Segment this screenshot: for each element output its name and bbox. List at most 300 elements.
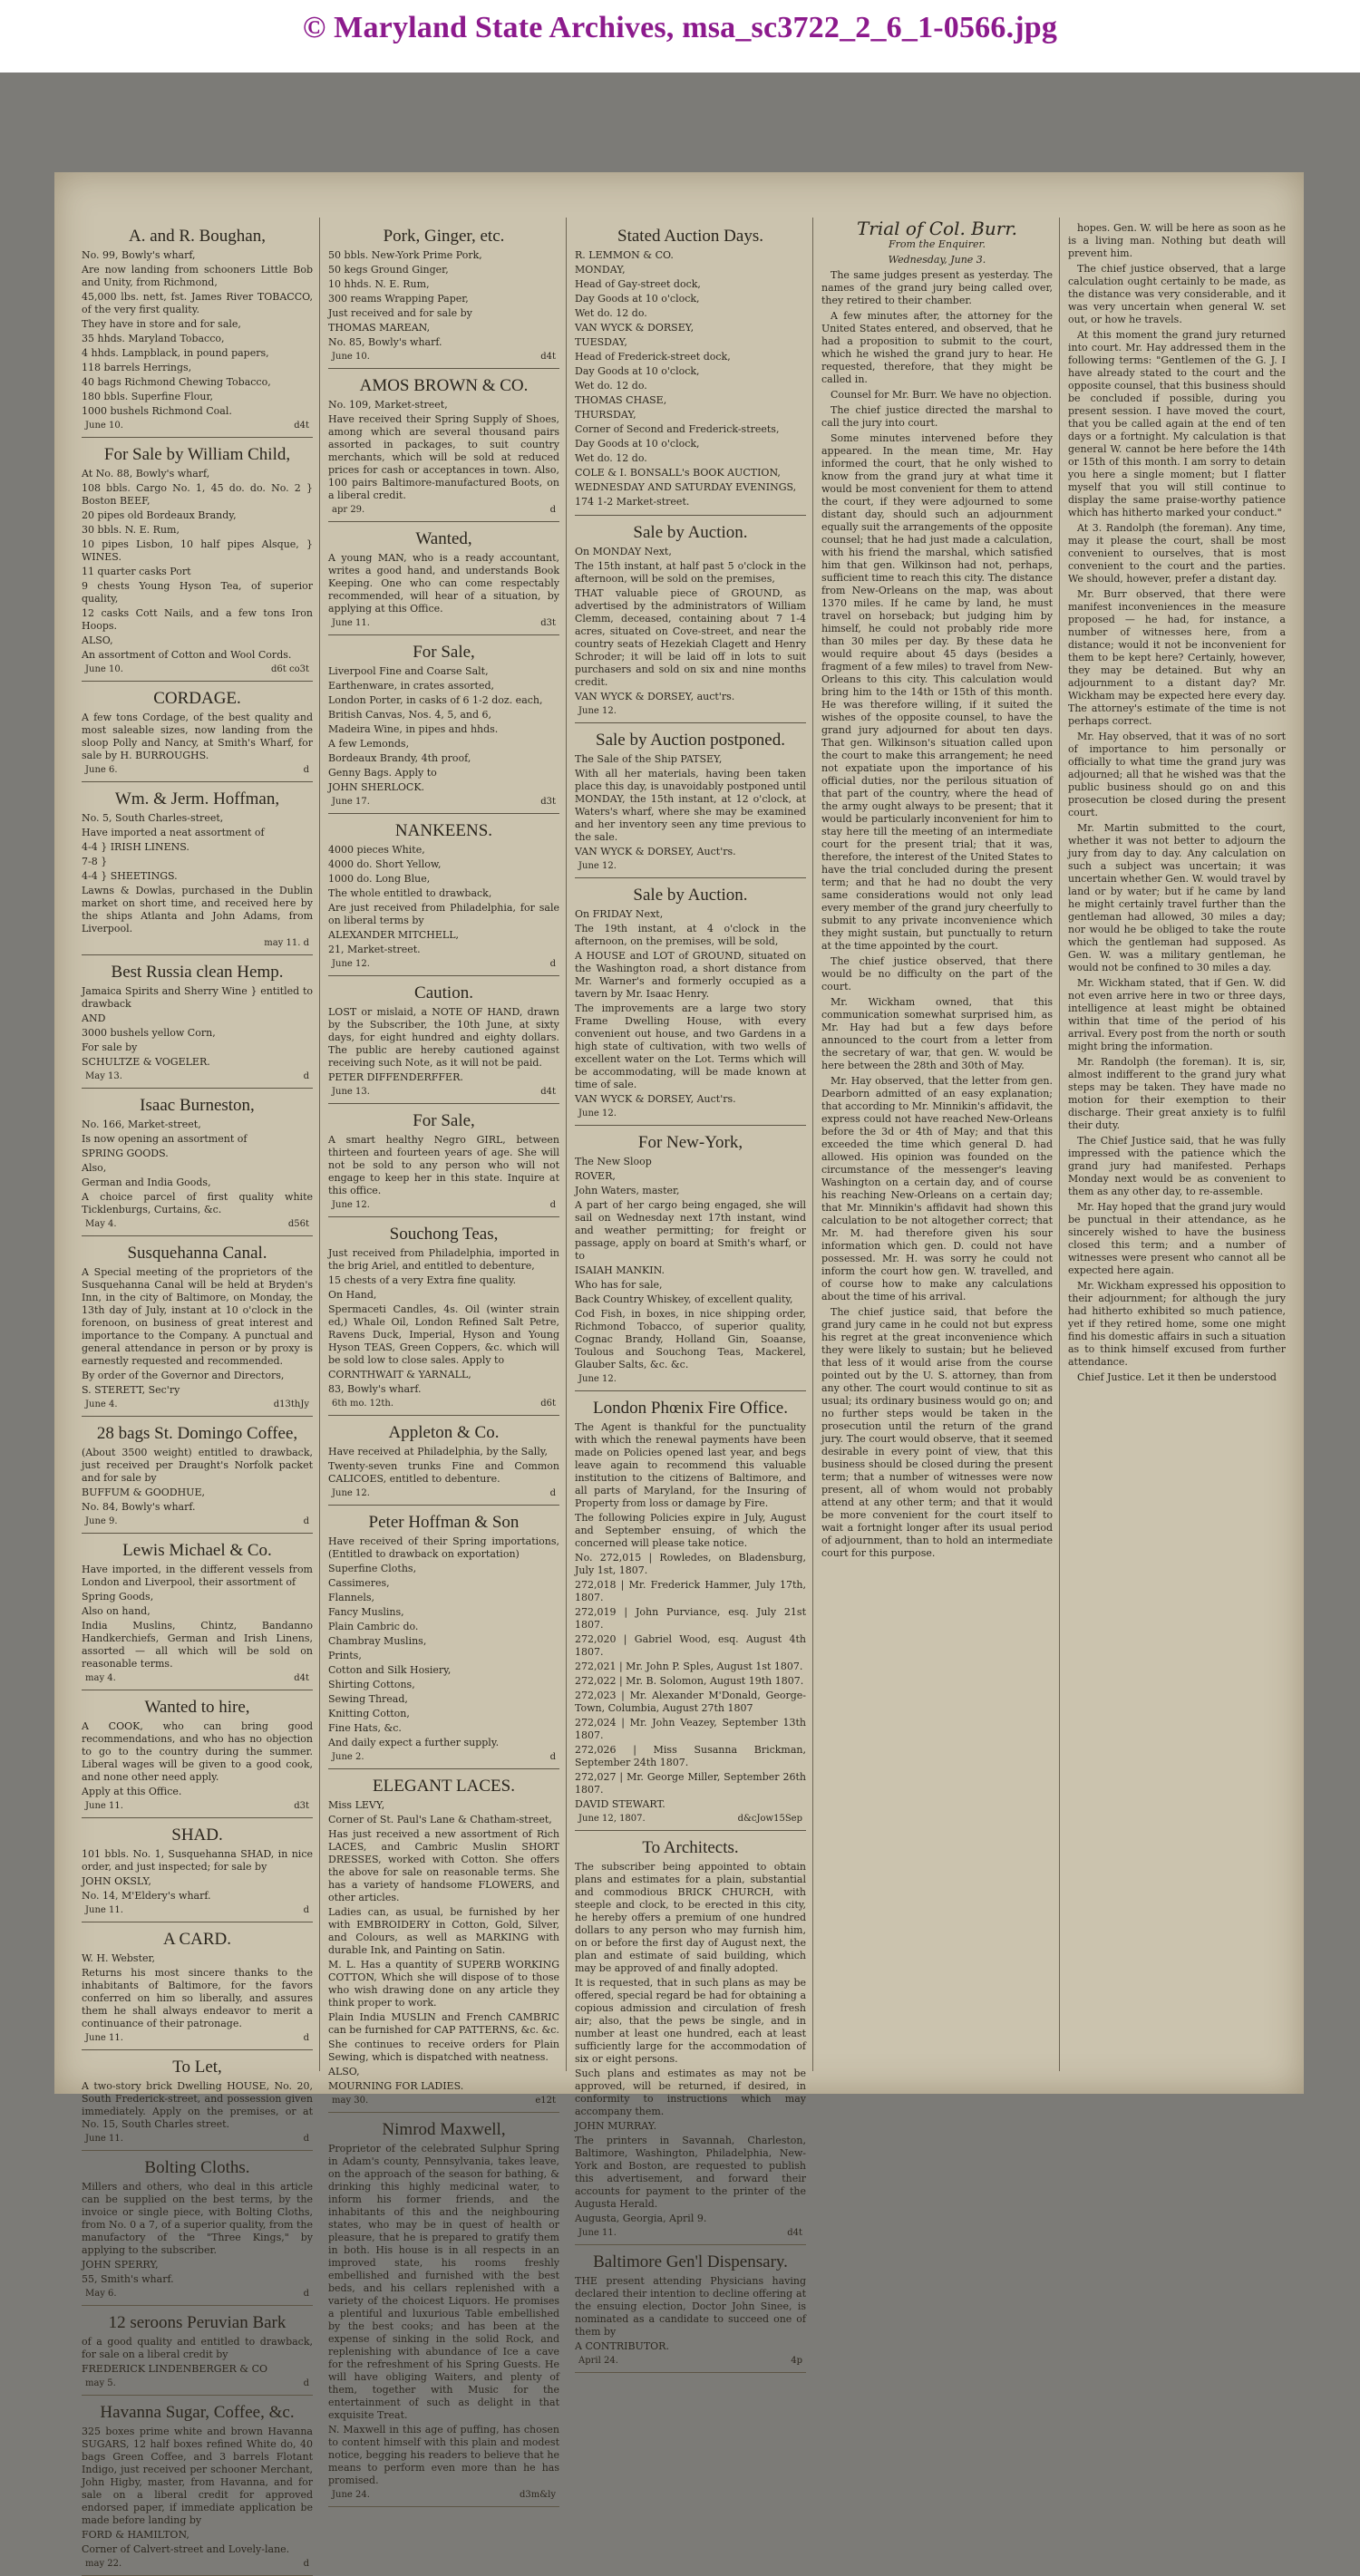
ad-text: 174 1-2 Market-street.: [575, 496, 690, 508]
ad-code: d3t: [294, 1801, 309, 1811]
ad-text: 108 bbls. Cargo No. 1, 45 do. do. No. 2 } Boston BEEF,: [82, 482, 313, 507]
ad-text: Spermaceti Candles, 4s. Oil (winter strain ed,) Whale Oil, London Refined Salt Petre, Ravens Duck, Imperial, Hyson and Young Hyson TEAS, Green Coppers, &c. which will be sold low to close sales. Apply to: [328, 1303, 559, 1366]
ad-text: 180 bbls. Superfine Flour,: [82, 391, 213, 402]
ad-title: Appleton & Co.: [388, 1423, 500, 1442]
ad-text: German and India Goods,: [82, 1177, 211, 1188]
ad-text: John Waters, master,: [575, 1185, 680, 1196]
ad-title: Best Russia clean Hemp.: [111, 963, 284, 982]
ad-text: VAN WYCK & DORSEY,: [575, 322, 695, 334]
ad-text: Twenty-seven trunks Fine and Common CALICOES, entitled to debenture.: [328, 1460, 559, 1485]
ad-dateline: [82, 1218, 313, 1231]
advertisement: [328, 1419, 559, 1506]
ad-text: For sale by: [82, 1041, 138, 1053]
ad-title: Peter Hoffman & Son: [368, 1513, 520, 1532]
ad-dateline: [82, 1070, 313, 1083]
ad-text: Head of Frederick-street dock,: [575, 351, 731, 363]
ad-text: Fine Hats, &c.: [328, 1722, 402, 1734]
advertisement: [82, 1693, 313, 1818]
ad-code: d3t: [540, 618, 556, 628]
ad-text: 40 bags Richmond Chewing Tobacco,: [82, 376, 271, 388]
ad-date: June 10.: [85, 421, 123, 431]
ad-text: The printers in Savannah, Charleston, Baltimore, Washington, Philadelphia, New-York and Boston, are requested to publish this advertisement, and forward their accounts for payment to the printer of the Augusta Herald.: [575, 2135, 806, 2210]
ad-date: May 4.: [85, 1219, 117, 1229]
ad-code: d: [549, 1200, 556, 1210]
ad-text: 15 chests of a very Extra fine quality.: [328, 1274, 517, 1286]
ad-text: 20 pipes old Bordeaux Brandy,: [82, 509, 237, 521]
ad-text: A smart healthy Negro GIRL, between thirteen and fourteen years of age. She will not be sold to any person who will not engage to keep her in this state. Inquire at this office.: [328, 1134, 559, 1196]
column-3: [575, 222, 806, 2366]
ad-dateline: [82, 2288, 313, 2300]
ad-text: 4-4 } IRISH LINENS.: [82, 841, 189, 853]
ad-date: June 6.: [85, 765, 118, 775]
advertisement: [575, 518, 806, 723]
ad-text: No. 272,015 | Rowledes, on Bladensburg, July 1st, 1807.: [575, 1552, 806, 1576]
ad-dateline: [328, 1487, 559, 1500]
ad-date: 6th mo. 12th.: [332, 1399, 394, 1409]
ad-text: 272,023 | Mr. Alexander M'Donald, George-Town, Columbia, August 27th 1807: [575, 1690, 806, 1714]
ad-code: d: [303, 1516, 309, 1526]
ad-date: June 24.: [332, 2490, 370, 2500]
ad-text: 35 hhds. Maryland Tobacco,: [82, 333, 225, 344]
article-title: Trial of Col. Burr.: [856, 218, 1018, 239]
ad-text: 272,021 | Mr. John P. Sples, August 1st 1807.: [575, 1661, 803, 1672]
ad-text: Corner of St. Paul's Lane & Chatham-street,: [328, 1814, 552, 1825]
ad-text: A HOUSE and LOT of GROUND, situated on the Washington road, a short distance from Mr. Warner's and formerly occupied as a tavern by Mr. Isaac Henry.: [575, 950, 806, 1000]
ad-text: On FRIDAY Next,: [575, 908, 664, 920]
ad-date: May 6.: [85, 2289, 117, 2299]
ad-code: d: [303, 2378, 309, 2388]
ad-dateline: [82, 2377, 313, 2390]
ad-text: The New Sloop: [575, 1156, 652, 1167]
ad-text: A two-story brick Dwelling HOUSE, No. 20, South Frederick-street, and possession given immediately. Apply on the premises, or at No. 15, South Charles street.: [82, 2080, 313, 2130]
ad-text: Back Country Whiskey, of excellent quality,: [575, 1293, 793, 1305]
column-4-article: [821, 218, 1053, 2071]
ad-text: Day Goods at 10 o'clock,: [575, 365, 700, 377]
advertisement: [82, 785, 313, 955]
ad-text: A Special meeting of the proprietors of the Susquehanna Canal will be held at Bryden's Inn, in the city of Baltimore, on Monday, the 13th day of July, instant at 10 o'clock in the forenoon, on business of great interest and importance to the Company. A punctual and general attendance in person or by proxy is earnestly requested and recommended.: [82, 1266, 313, 1367]
ad-text: Prints,: [328, 1650, 362, 1661]
ad-code: d: [549, 1752, 556, 1762]
ad-title: Wm. & Jerm. Hoffman,: [114, 789, 280, 809]
ad-text: 300 reams Wrapping Paper,: [328, 293, 469, 305]
ad-text: The 19th instant, at 4 o'clock in the afternoon, on the premises, will be sold,: [575, 923, 806, 947]
ad-dateline: [82, 663, 313, 676]
ad-text: 101 bbls. No. 1, Susquehanna SHAD, in nice order, and just inspected; for sale by: [82, 1848, 313, 1873]
ad-text: The whole entitled to drawback,: [328, 887, 492, 899]
ad-dateline: [82, 1516, 313, 1528]
ad-text: FREDERICK LINDENBERGER & CO: [82, 2363, 268, 2375]
ad-title: ELEGANT LACES.: [373, 1777, 515, 1796]
advertisement: [575, 1394, 806, 1831]
ad-dateline: [328, 1398, 559, 1410]
ad-dateline: [328, 2095, 559, 2107]
advertisement: [82, 2053, 313, 2151]
ad-dateline: [82, 1800, 313, 1813]
article-paragraph: Mr. Hay observed, that the letter from gen. Dearborn admitted of an easy explanation; that according to Mr. Minnikin's affidavit, the express could not have reached New-Orleans before the 3d or 4th of May; and that this exceeded the time which general D. had allowed. His opinion was founded on the circumstance of the messenger's leaving Washington on a certain day, and of course his reaching New-Orleans on a certain day; that Mr. Minnikin's affidavit had shown this calculation to be not altogether correct; that Mr. M. had therefore given his sour information which gen. D. could not have possessed. Mr. H. was sorry he could not inform the court how gen. W. travelled, and of course how to make any calculations about the time of his arrival.: [821, 1075, 1053, 1303]
ad-text: W. H. Webster,: [82, 1952, 156, 1964]
ad-code: d3m&ly: [520, 2490, 556, 2500]
ad-text: SPRING GOODS.: [82, 1148, 169, 1159]
ad-text: They have in store and for sale,: [82, 318, 241, 330]
ad-text: Wet do. 12 do.: [575, 452, 647, 464]
ad-date: June 12, 1807.: [578, 1814, 646, 1824]
ad-date: June 12.: [578, 1109, 617, 1119]
ad-text: 272,024 | Mr. John Veazey, September 13th 1807.: [575, 1717, 806, 1741]
ad-text: 9 chests Young Hyson Tea, of superior quality,: [82, 580, 313, 605]
ad-code: d56t: [287, 1219, 309, 1229]
ad-title: Lewis Michael & Co.: [122, 1541, 272, 1560]
ad-text: Just received and for sale by: [328, 307, 472, 319]
archive-banner: [0, 0, 1360, 73]
ad-text: Lawns & Dowlas, purchased in the Dublin market on short time, and received here by the ships Atlanta and John Adams, from Liverpool.: [82, 885, 313, 935]
article-paragraph: Mr. Wickham owned, that this communication somewhat surprised him, as Mr. Hay had but a few days before announced to the court from a letter from the secretary of war, that gen. W. would be here between the 28th and 30th of May.: [821, 996, 1053, 1071]
ad-date: June 10.: [85, 664, 123, 674]
ad-dateline: [328, 351, 559, 363]
ad-title: NANKEENS.: [394, 821, 493, 840]
article-paragraph: The chief justice observed, that a large calculation ought certainly to be made, as the distance was very considerable, and it was very uncertain when general W. set out, or how he travels.: [1068, 263, 1286, 325]
ad-title: Wanted to hire,: [144, 1698, 250, 1717]
ad-text: 325 boxes prime white and brown Havanna SUGARS, 12 half boxes refined White do, 40 bags Green Coffee, and 3 barrels Flotant Indigo, just received per schooner Merchant, John Higby, master, from Havanna, and for sale on a liberal credit for approved endorsed paper, if immediate application be made before landing by: [82, 2426, 313, 2526]
ad-text: She continues to receive orders for Plain Sewing, which is dispatched with neatness.: [328, 2039, 559, 2063]
advertisement: [82, 1925, 313, 2050]
ad-text: A part of her cargo being engaged, she will sail on Wednesday next 17th instant, wind and weather permitting; for freight or passage, apply on board at Smith's wharf, or to: [575, 1199, 806, 1262]
ad-title: Pork, Ginger, etc.: [383, 227, 505, 246]
ad-text: VAN WYCK & DORSEY, Auct'rs.: [575, 846, 736, 857]
ad-text: Day Goods at 10 o'clock,: [575, 293, 700, 305]
advertisement: [575, 881, 806, 1126]
ad-date: June 12.: [332, 1200, 370, 1210]
article-paragraph: Mr. Randolph (the foreman). It is, sir, almost indifferent to the grand jury what steps may be taken. They have made no motion for their exemption to their discharge. Their great anxiety is to fulfil their duty.: [1068, 1056, 1286, 1131]
advertisement: [328, 817, 559, 976]
ad-title: Isaac Burneston,: [140, 1096, 255, 1115]
article-paragraph: At this moment the grand jury returned into court. Mr. Hay addressed them in the following terms: "Gentlemen of the G. J. I have already stated to the court and the opposite counsel, that this business should be concluded if possible, during you present session. I have moved the court, that you be called again at the end of ten days or a fortnight. My calculation is that general W. cannot be here before the 14th or 15th of this month. I am sorry to detain you here a single moment; but I flatter myself that you will still continue to display the same praise-worthy patience which has hitherto marked your conduct.": [1068, 329, 1286, 518]
ad-text: Corner of Second and Frederick-streets,: [575, 423, 780, 435]
ad-dateline: [328, 1751, 559, 1764]
ad-text: 272,019 | John Purviance, esq. July 21st 1807.: [575, 1606, 806, 1631]
ad-dateline: [82, 2032, 313, 2045]
ad-code: d4t: [294, 1673, 309, 1683]
ad-dateline: [82, 2558, 313, 2571]
ad-text: Miss LEVY,: [328, 1799, 385, 1811]
ad-text: THOMAS CHASE,: [575, 394, 667, 406]
ad-text: JOHN OKSLY,: [82, 1875, 151, 1887]
ad-text: It is requested, that in such plans as may be offered, special regard be had for obtaining a copious admission and circulation of fresh air; also, that the pews be single, and in number at least one hundred, each at least sufficiently large for the accommodation of six or eight persons.: [575, 1977, 806, 2065]
ad-text: The 15th instant, at half past 5 o'clock in the afternoon, will be sold on the premises,: [575, 560, 806, 585]
ad-title: For New-York,: [637, 1133, 743, 1152]
advertisement: [575, 1128, 806, 1391]
advertisement: [328, 1220, 559, 1416]
ad-date: may 30.: [332, 2096, 369, 2106]
ad-text: Have received of their Spring importations, (Entitled to drawback on exportation): [328, 1535, 559, 1560]
advertisement: [82, 1419, 313, 1534]
ad-title: Susquehanna Canal.: [127, 1244, 267, 1263]
ad-dateline: [328, 617, 559, 630]
ad-code: d: [549, 959, 556, 969]
ad-text: VAN WYCK & DORSEY, auct'rs.: [575, 691, 735, 702]
ad-date: April 24.: [578, 2356, 618, 2366]
column-rule: [1059, 218, 1060, 2071]
ad-date: may 4.: [85, 1673, 116, 1683]
ad-text: 3000 bushels yellow Corn,: [82, 1027, 216, 1039]
ad-text: Are now landing from schooners Little Bob and Unity, from Richmond,: [82, 264, 313, 288]
ad-title: Stated Auction Days.: [617, 227, 763, 246]
ad-code: d: [303, 2289, 309, 2299]
ad-dateline: [82, 1399, 313, 1411]
ad-text: 50 bbls. New-York Prime Pork,: [328, 249, 482, 261]
ad-text: 30 bbls. N. E. Rum,: [82, 524, 180, 536]
ad-text: No. 5, South Charles-street,: [82, 812, 224, 824]
ad-text: At No. 88, Bowly's wharf,: [82, 468, 210, 479]
ad-text: Jamaica Spirits and Sherry Wine } entitled to drawback: [82, 985, 313, 1010]
ad-text: WEDNESDAY AND SATURDAY EVENINGS,: [575, 481, 797, 493]
ad-text: JOHN SPERRY,: [82, 2259, 159, 2271]
article-paragraph: Mr. Martin submitted to the court, whether it was not better to adjourn the jury from day to day. Any calculation on such a subject was uncertain; it was uncertain whether Gen. W. would travel by land or by water; but if he came by land he might certainly travel further than the gentleman had allowed, 30 miles a day; nor would he be obliged to take the route which the gentleman had supposed. As Gen. W. was a military gentleman, he would not be confined to 30 miles a day.: [1068, 822, 1286, 973]
ad-text: On MONDAY Next,: [575, 546, 672, 557]
ad-title: London Phœnix Fire Office.: [593, 1399, 788, 1418]
ad-text: CORNTHWAIT & YARNALL,: [328, 1369, 471, 1380]
ad-date: June 11.: [332, 618, 370, 628]
ad-text: Cassimeres,: [328, 1577, 390, 1589]
ad-code: d: [549, 1488, 556, 1498]
advertisement: [82, 1091, 313, 1236]
ad-text: R. LEMMON & CO.: [575, 249, 674, 261]
advertisement: [82, 2309, 313, 2396]
ad-text: MOURNING FOR LADIES.: [328, 2080, 464, 2092]
advertisement: [328, 638, 559, 814]
ad-text: 1000 bushels Richmond Coal.: [82, 405, 232, 417]
ad-title: Baltimore Gen'l Dispensary.: [593, 2252, 788, 2271]
ad-date: June 12.: [578, 706, 617, 716]
ad-title: Bolting Cloths.: [144, 2158, 250, 2177]
advertisement: [328, 1772, 559, 2113]
ad-text: ROVER,: [575, 1170, 616, 1182]
ad-date: June 9.: [85, 1516, 118, 1526]
ad-text: Apply at this Office.: [82, 1786, 182, 1797]
ad-text: Ladies can, as usual, be furnished by her with EMBROIDERY in Cotton, Gold, Silver, and Colours, as well as MARKING with durable Ink, and Painting on Satin.: [328, 1906, 559, 1956]
ad-text: British Canvas, Nos. 4, 5, and 6,: [328, 709, 492, 721]
ad-text: By order of the Governor and Directors,: [82, 1370, 285, 1381]
ad-text: No. 14, M'Eldery's wharf.: [82, 1890, 211, 1902]
ad-title: A CARD.: [163, 1930, 231, 1949]
ad-text: 4-4 } SHEETINGS.: [82, 870, 178, 882]
ad-text: A choice parcel of first quality white Ticklenburgs, Curtains, &c.: [82, 1191, 313, 1215]
advertisement: [82, 2154, 313, 2306]
ad-text: Have received at Philadelphia, by the Sally,: [328, 1446, 549, 1457]
ad-code: d: [303, 2559, 309, 2569]
article-paragraph: Mr. Wickham stated, that if Gen. W. did not even arrive here in two or three days, intelligence at least might be obtained within that time of the period of his arrival. Every post from the north or south might bring the information.: [1068, 977, 1286, 1052]
ad-title: Caution.: [414, 983, 473, 1002]
ad-text: ALSO,: [328, 2066, 360, 2077]
ad-text: (About 3500 weight) entitled to drawback, just received per Draught's Norfolk packet and for sale by: [82, 1447, 313, 1484]
ad-text: Is now opening an assortment of: [82, 1133, 248, 1145]
advertisement: [575, 726, 806, 878]
ad-text: Chambray Muslins,: [328, 1635, 427, 1647]
ad-text: 272,018 | Mr. Frederick Hammer, July 17th, 1807.: [575, 1579, 806, 1603]
ad-text: AND: [82, 1012, 106, 1024]
ad-date: June 11.: [85, 2033, 123, 2043]
ad-code: d: [303, 2134, 309, 2144]
ad-title: To Architects.: [642, 1838, 739, 1857]
ad-code: d4t: [294, 421, 309, 431]
ad-text: Also on hand,: [82, 1605, 151, 1617]
ad-text: THE present attending Physicians having declared their intention to decline offering at the ensuing election, Doctor John Sinee, is nominated as a candidate to succeed one of them by: [575, 2275, 806, 2338]
ad-text: 1000 do. Long Blue,: [328, 873, 431, 885]
ad-text: A COOK, who can bring good recommendations, and who has no objection to go to the country during the summer. Liberal wages will be given to a good cook, and none other need apply.: [82, 1720, 313, 1783]
advertisement: [82, 684, 313, 782]
ad-text: Sewing Thread,: [328, 1693, 408, 1705]
ad-text: Have received their Spring Supply of Shoes, among which are several thousand pairs assorted in packages, to suit country merchants, which will be sold at reduced prices for cash or acceptances in town. Also, 100 pairs Baltimore-manufactured Boots, on a liberal credit.: [328, 413, 559, 501]
article-date: Wednesday, June 3.: [888, 254, 986, 266]
ad-dateline: [328, 1086, 559, 1099]
ad-text: On Hand,: [328, 1289, 377, 1301]
ad-text: THOMAS MAREAN,: [328, 322, 431, 334]
ad-text: Such plans and estimates as may not be approved, will be returned, if desired, in conformity to instructions which may accompany them.: [575, 2068, 806, 2117]
ad-text: Superfine Cloths,: [328, 1563, 417, 1574]
ad-date: June 12.: [332, 959, 370, 969]
article-paragraph: A few minutes after, the attorney for the United States entered, and observed, that he had a proposition to submit to the court, which he wished the grand jury to hear. He requested, therefore, that they might be called in.: [821, 310, 1053, 385]
ad-text: COLE & I. BONSALL's BOOK AUCTION,: [575, 467, 781, 479]
ad-date: June 4.: [85, 1399, 118, 1409]
ad-text: Also,: [82, 1162, 107, 1174]
ad-text: N. Maxwell in this age of puffing, has chosen to content himself with this plain and modest notice, begging his readers to believe that he means to perform even more than he has promised.: [328, 2424, 559, 2486]
ad-text: 55, Smith's wharf.: [82, 2273, 174, 2285]
ad-text: No. 84, Bowly's wharf.: [82, 1501, 196, 1513]
ad-text: Have imported a neat assortment of: [82, 827, 265, 838]
ad-text: BUFFUM & GOODHUE,: [82, 1487, 205, 1498]
ad-text: 10 hhds. N. E. Rum,: [328, 278, 430, 290]
ad-text: PETER DIFFENDERFFER.: [328, 1071, 463, 1083]
ad-text: Corner of Calvert-street and Lovely-lane.: [82, 2543, 290, 2555]
ad-code: d6t: [540, 1399, 556, 1409]
article-paragraph: The chief justice observed, that there would be no difficulty on the part of the court.: [821, 955, 1053, 993]
ad-date: may 5.: [85, 2378, 116, 2388]
ad-text: Genny Bags. Apply to: [328, 767, 437, 779]
ad-dateline: [328, 958, 559, 971]
ad-text: 11 quarter casks Port: [82, 566, 191, 577]
ad-text: Who has for sale,: [575, 1279, 663, 1291]
ad-text: The Sale of the Ship PATSEY,: [575, 753, 723, 765]
ad-title: Souchong Teas,: [389, 1225, 499, 1244]
article-paragraph: Mr. Hay observed, that it was of no sort of importance to him personally or officially to what time the grand jury was adjourned; all that he wished was that the public business should go on and this prosecution be closed during the present court.: [1068, 731, 1286, 818]
ad-title: Sale by Auction.: [633, 886, 748, 905]
ad-text: Augusta, Georgia, April 9.: [575, 2213, 707, 2224]
ad-text: Liverpool Fine and Coarse Salt,: [328, 665, 489, 677]
ad-text: 4000 do. Short Yellow,: [328, 858, 442, 870]
ad-code: d13thJy: [273, 1399, 309, 1409]
newspaper-page: [54, 172, 1304, 2569]
ad-text: Plain India MUSLIN and French CAMBRIC can be furnished for CAP PATTERNS, &c. &c.: [328, 2011, 559, 2036]
ad-text: VAN WYCK & DORSEY, Auct'rs.: [575, 1093, 736, 1105]
ad-text: Proprietor of the celebrated Sulphur Spring in Adam's county, Pennsylvania, takes leave, on the approach of the season for bathing, & drinking this highly medicinal water, to inform his former friends, and the inhabitants of this and the neighbouring states, who may be in quest of health or pleasure, that he is prepared to gratify them in both. His house is in all respects in an improved state, his rooms freshly embellished and furnished with the best beds, and his cellars replenished with a variety of the choicest Liquors. He promises a plentiful and luxurious Table embellished by the best cooks; and has been at the expense of sinking in the solid Rock, and replenishing with abundance of Ice a cave for the refreshment of his Spring Guests. He will have obliging Waiters, and plenty of them, together with Music for the entertainment of such as delight in that exquisite Treat.: [328, 2143, 559, 2421]
ad-text: Are just received from Philadelphia, for sale on liberal terms by: [328, 902, 559, 926]
ad-text: DAVID STEWART.: [575, 1798, 665, 1810]
ad-text: 7-8 }: [82, 856, 108, 867]
ad-title: For Sale,: [413, 643, 475, 662]
article-paragraph: The same judges present as yesterday. The names of the grand jury being called over, they retired to their chamber.: [821, 269, 1053, 306]
ad-text: An assortment of Cotton and Wool Cords.: [82, 649, 292, 661]
ad-title: CORDAGE.: [153, 689, 241, 708]
ad-text: 272,026 | Miss Susanna Brickman, September 24th 1807.: [575, 1744, 806, 1768]
advertisement: [82, 1239, 313, 1417]
ad-text: With all her materials, having been taken place this day, is unavoidably postponed until MONDAY, the 15th instant, at 12 o'clock, at Waters's wharf, where she may be examined and her inventory seen any time previous to the sale.: [575, 768, 806, 843]
ad-text: A young MAN, who is a ready accountant, writes a good hand, and understands Book Keeping. One who can come respectably recommended, will hear of a situation, by applying at this Office.: [328, 552, 559, 615]
ad-dateline: [328, 2489, 559, 2502]
ad-text: ALEXANDER MITCHELL,: [328, 929, 460, 941]
ad-text: ISAIAH MANKIN.: [575, 1264, 665, 1276]
ad-text: 21, Market-street.: [328, 944, 421, 955]
ad-date: June 11.: [85, 2134, 123, 2144]
ad-text: Cotton and Silk Hosiery,: [328, 1664, 452, 1676]
ad-text: S. STERETT, Sec'ry: [82, 1384, 180, 1396]
ad-title: Havanna Sugar, Coffee, &c.: [100, 2403, 295, 2422]
ad-text: No. 85, Bowly's wharf.: [328, 336, 442, 348]
ad-text: And daily expect a further supply.: [328, 1737, 500, 1748]
ad-date: June 12.: [578, 861, 617, 871]
ad-dateline: [328, 504, 559, 517]
ad-dateline: [575, 1108, 806, 1120]
ad-title: SHAD.: [171, 1825, 223, 1845]
ad-text: A few Lemonds,: [328, 738, 410, 750]
ad-code: 4p: [791, 2356, 802, 2366]
ad-code: d3t: [540, 797, 556, 807]
article-source: From the Enquirer.: [888, 238, 986, 250]
ad-code: d: [303, 1905, 309, 1915]
ad-dateline: [328, 1199, 559, 1212]
ad-text: TUESDAY,: [575, 336, 627, 348]
ad-text: 12 casks Cott Nails, and a few tons Iron Hoops.: [82, 607, 313, 632]
ad-title: Sale by Auction postponed.: [596, 731, 785, 750]
ad-code: d4t: [787, 2228, 802, 2238]
ad-text: 118 barrels Herrings,: [82, 362, 192, 373]
ad-text: 272,027 | Mr. George Miller, September 26th 1807.: [575, 1771, 806, 1796]
ad-date: June 10.: [332, 352, 370, 362]
ad-dateline: [82, 764, 313, 777]
ad-title: A. and R. Boughan,: [129, 227, 266, 246]
article-body: [821, 269, 1053, 1560]
column-rule: [566, 218, 567, 2071]
ad-date: June 11.: [578, 2228, 617, 2238]
ad-text: of a good quality and entitled to drawback, for sale on a liberal credit by: [82, 2336, 313, 2360]
ad-dateline: [328, 796, 559, 809]
ad-text: Fancy Muslins,: [328, 1606, 404, 1618]
ad-text: FORD & HAMILTON,: [82, 2529, 189, 2541]
ad-text: LOST or mislaid, a NOTE OF HAND, drawn by the Subscriber, the 10th June, at sixty days, for eight hundred and eighty dollars. The public are hereby cautioned against receiving such Note, as it will not be paid.: [328, 1006, 559, 1069]
ad-title: Wanted,: [415, 529, 472, 548]
ad-text: THAT valuable piece of GROUND, as advertised by the administrators of William Clemm, deceased, containing about 7 1-4 acres, situated on Cove-street, and near the country seats of Hezekiah Clagett and Henry Schroder; it will be laid off in lots to suit purchasers and sold on six and nine months credit.: [575, 587, 806, 688]
ad-text: Earthenware, in crates assorted,: [328, 680, 495, 692]
ad-title: For Sale by William Child,: [103, 445, 291, 464]
ad-code: d: [303, 2033, 309, 2043]
advertisement: [82, 2398, 313, 2576]
advertisement: [82, 222, 313, 438]
advertisement: [82, 958, 313, 1089]
ad-dateline: [575, 1373, 806, 1386]
ad-text: Day Goods at 10 o'clock,: [575, 438, 700, 450]
ad-code: may 11. d: [264, 938, 309, 948]
article-paragraph: Some minutes intervened before they appeared. In the mean time, Mr. Hay informed the court, that he only wished to know from the grand jury at what time it would be most convenient for them to attend the court, if they were adjourned to some distant day, should such an adjournment equally suit the arrangements of the opposite counsel; that he had just made a calculation, with his friend the marshal, which satisfied him that gen. Wilkinson had not, perhaps, sufficient time to reach this city. The distance from New-Orleans on the map, was about 1370 miles. If he came by land, he must travel on horseback; but judging him by himself, he could not probably ride more than 30 miles per day. By these data he would require about 45 days (besides a fragment of a few miles) to travel from New-Orleans to this city. This calculation would bring him to the 14th or 15th of this month. He was therefore willing, if it suited the wishes of the opposite counsel, to have the grand jury adjourned for about ten days. That gen. Wilkinson's situation called upon the court to make this arrangement; he need not expatiate upon the importance of his official duties, nor the perilous situation of that part of the country, where the head of the army ought always to be present; that it would be particularly inconvenient for him to stay here till the meeting of an intermediate court for the present trial; that it was, therefore, the interest of the United States to have the trial concluded during the present term; and that he had no doubt the very same considerations would not only lead every member of the grand jury cheerfully to submit to any private inconvenience which they might sustain, but punctually to return at the time appointed by the court.: [821, 432, 1053, 952]
ad-text: 4 hhds. Lampblack, in pound papers,: [82, 347, 269, 359]
advertisement: [575, 222, 806, 516]
ad-text: Just received from Philadelphia, imported in the brig Ariel, and entitled to debenture,: [328, 1247, 559, 1272]
article-paragraph: hopes. Gen. W. will be here as soon as he is a living man. Nothing but death will prevent him.: [1068, 222, 1286, 259]
advertisement: [328, 1508, 559, 1769]
ad-dateline: [82, 1904, 313, 1917]
ad-text: M. L. Has a quantity of SUPERB WORKING COTTON, Which she will dispose of to those who wish drawing done on any article they think proper to work.: [328, 1959, 559, 2009]
ad-text: 272,020 | Gabriel Wood, esq. August 4th 1807.: [575, 1633, 806, 1658]
article-paragraph: The chief justice directed the marshal to call the jury into court.: [821, 404, 1053, 429]
ad-text: Madeira Wine, in pipes and hhds.: [328, 723, 499, 735]
ad-text: JOHN SHERLOCK.: [328, 781, 425, 793]
